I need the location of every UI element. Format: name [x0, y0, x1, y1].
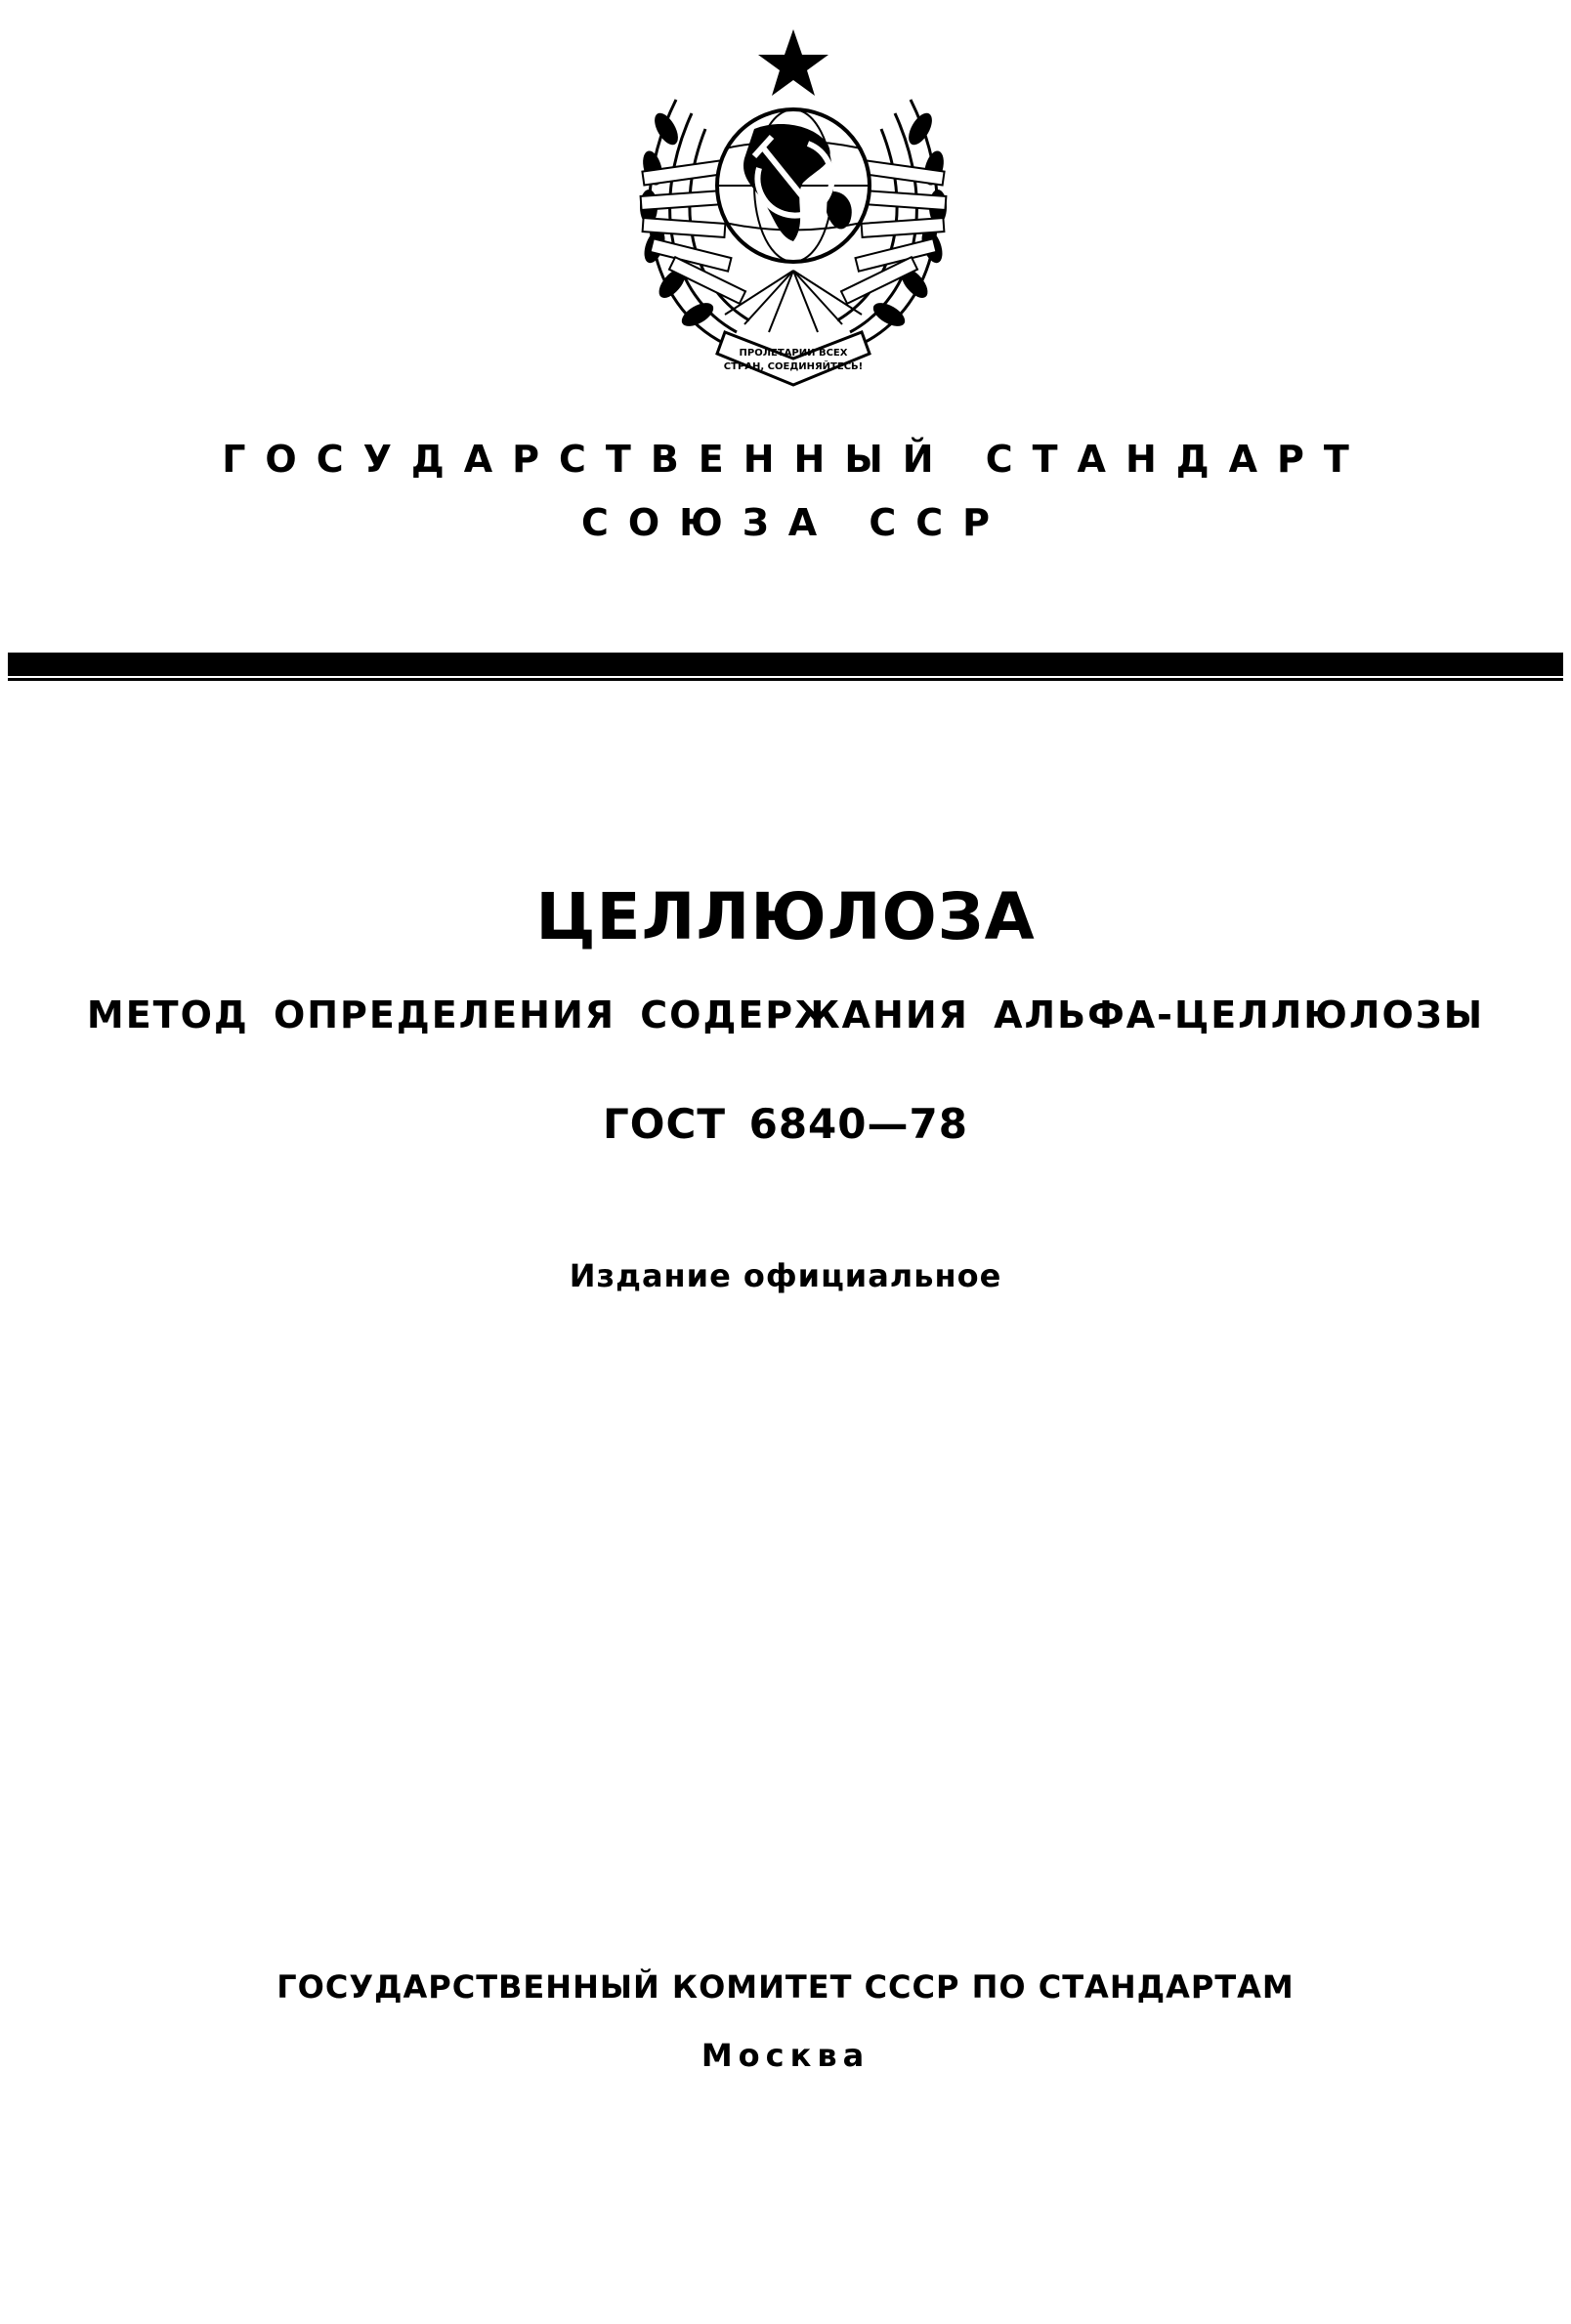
- ussr-state-emblem-icon: [608, 21, 979, 393]
- document-number: ГОСТ 6840—78: [603, 1100, 968, 1148]
- document-edition: Издание официальное: [569, 1257, 1002, 1294]
- star-icon: [758, 29, 828, 96]
- emblem-ribbon-line-2: СТРАН, СОЕДИНЯЙТЕСЬ!: [723, 361, 864, 372]
- header-union-title: СОЮЗА ССР: [580, 501, 1010, 544]
- emblem-ribbon-line-1: ПРОЛЕТАРИИ ВСЕХ: [739, 348, 848, 359]
- publication-city: Москва: [701, 2037, 870, 2074]
- bottom-ribbon-icon: [717, 332, 870, 385]
- header-divider-thin: [8, 678, 1563, 681]
- publisher-name: ГОСУДАРСТВЕННЫЙ КОМИТЕТ СССР ПО СТАНДАРТАМ: [276, 1968, 1295, 2006]
- header-standard-title: ГОСУДАРСТВЕННЫЙ СТАНДАРТ: [222, 438, 1369, 481]
- document-subtitle: МЕТОД ОПРЕДЕЛЕНИЯ СОДЕРЖАНИЯ АЛЬФА-ЦЕЛЛЮЛОЗЫ: [86, 993, 1485, 1036]
- document-title: ЦЕЛЛЮЛОЗА: [535, 879, 1036, 954]
- header-divider: [8, 653, 1563, 676]
